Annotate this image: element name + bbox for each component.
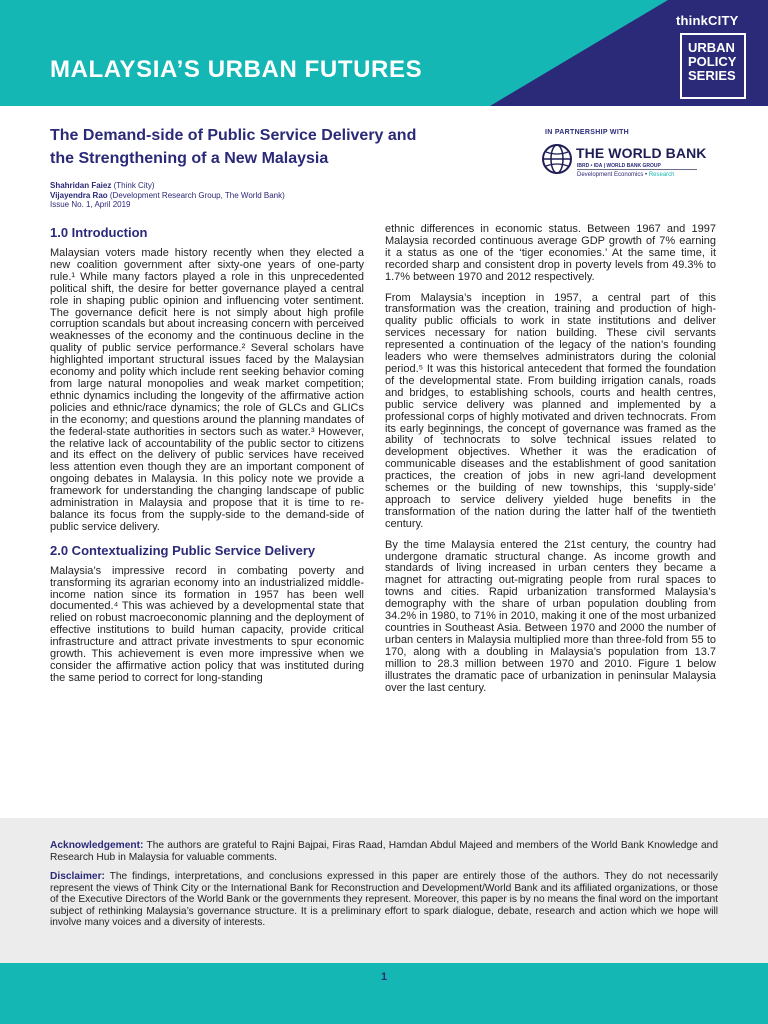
author-2 [50, 191, 285, 201]
world-bank-subtitle: IBRD • IDA | WORLD BANK GROUP [577, 163, 661, 169]
series-title: MALAYSIA’S URBAN FUTURES [50, 56, 423, 83]
context-paragraph: Malaysia’s impressive record in combating poverty and transforming its agrarian economy into an industrialized middle-income nation since its formation in 1957 has been well documented.⁴ This was achieved by a developmental state that relied on robust macroeconomic planning and the deployment of effective institutions to build human capacity, provide critical infrastructure and attract private investments to spur economic growth. This achievement is even more impressive when we consider the affirmative action policy that was instituted during the same period to correct for long-standing [50, 564, 364, 684]
acknowledgement [50, 840, 718, 863]
issue-info: Issue No. 1, April 2019 [50, 200, 131, 209]
urban-policy-series-logo [680, 33, 746, 99]
author-affiliation: (Think City) [113, 181, 155, 190]
body-paragraph: From Malaysia’s inception in 1957, a central part of this transformation was the creation, training and production of high-quality public officials to work in state institutions and deliver services necessary for nation building. These civil servants represented a continuation of the legacy of the nation’s founding leaders who were themselves administrators during the colonial period.⁵ It was this historical antecedent that formed the foundation of the developmental state. From building irrigation canals, roads and bridges, to establishing schools, courts and health centres, public service delivery was planned and implemented by a professional corps of highly motivated and driven technocrats. From its early beginnings, the concept of governance was framed as the ability of technocrats to solve technical issues related to development objectives. Whether it was the eradication of communicable diseases and the establishment of good sanitation practices, the creation of jobs in new agri-land development schemes or the building of new townships, this ‘supply-side’ approach to service delivery yielded huge benefits in the transformation of the nation during the latter half of the twentieth century. [385, 291, 716, 530]
world-bank-divider [577, 169, 697, 170]
body-paragraph: ethnic differences in economic status. Between 1967 and 1997 Malaysia recorded continuous average GDP growth of 7% earning it a status as one of the ‘tiger economies.’ At the same time, it recorded sharp and consistent drop in poverty levels from 49.3% to 1.7% between 1970 and 2012 respectively. [385, 223, 716, 283]
series-box-line: SERIES [688, 68, 736, 83]
world-bank-name: THE WORLD BANK [576, 145, 707, 161]
left-column [50, 225, 364, 685]
acknowledgement-label: Acknowledgement: [50, 840, 144, 851]
section-heading-introduction: 1.0 Introduction [50, 225, 148, 240]
document-title [50, 124, 510, 170]
thinkcity-logo: thinkCITY [676, 13, 739, 28]
intro-paragraph: Malaysian voters made history recently when they elected a new coalition government after sixty-one years of one-party rule.¹ While many factors played a role in this unprecedented political shift, the desire for better governance played a central role in shaping public opinion and influencing voter sentiment. The governance deficit here is not simply about high profile corruption scandals but about increasing concern with perceived weaknesses of the economy and the continuous decline in the quality of public service performance.² Several scholars have highlighted important structural issues faced by the Malaysian economy and polity which include rent seeking behavior coming from large natural monopolies and weak market competition; ethnic dynamics including the longevity of the affirmative action policies and ethnic/race dynamics; the role of GLCs and GLICs in the economy; and questions around the planning mandates of the federal-state authorities in sectors such as water.³ However, the relative lack of accountability of the public sector to citizens and its effect on the delivery of public services have received less attention even though they are an important component of ongoing debates in Malaysia. In this policy note we provide a framework for understanding the changing landscape of public administration in Malaysia and propose that it is time to re-balance its focus from the supply-side to the demand-side of public service delivery. [50, 247, 364, 533]
author-affiliation: (Development Research Group, The World Bank) [109, 190, 285, 200]
right-column [385, 224, 716, 694]
disclaimer-text: The findings, interpretations, and conclusions expressed in this paper are entirely those of the authors. They do not necessarily represent the views of Think City or the International Bank for Reconstruction and Development/World Bank and its affiliated organizations, or those of the Executive Directors of the World Bank or the governments they represent. Moreover, this paper is by no means the final word on the important subject of rethinking Malaysia’s governance structure. It is a preliminary effort to spark dialogue, debate, research and action which we hope will involve many voices and a diversity of interests. [50, 871, 718, 929]
title-line-1: The Demand-side of Public Service Delivery and [50, 127, 417, 144]
author-block [50, 181, 285, 210]
world-bank-department [577, 172, 675, 178]
author-name: Shahridan Faiez [50, 181, 112, 190]
section-heading-contextualizing: 2.0 Contextualizing Public Service Delivery [50, 542, 316, 558]
author-name: Vijayendra Rao [50, 190, 108, 200]
partnership-label: IN PARTNERSHIP WITH [545, 129, 629, 136]
acknowledgement-text: The authors are grateful to Rajni Bajpai, Firas Raad, Hamdan Abdul Majeed and members of the World Bank Knowledge and Research Hub in Malaysia for valuable comments. [50, 840, 718, 863]
series-box-line: URBAN [688, 40, 735, 55]
department-accent: Research [648, 172, 675, 178]
world-bank-globe-icon [541, 143, 573, 175]
title-line-2: the Strengthening of a New Malaysia [50, 150, 329, 167]
author-1 [50, 181, 285, 191]
page-number: 1 [380, 971, 388, 983]
body-paragraph: By the time Malaysia entered the 21st century, the country had undergone dramatic structural change. As income growth and standards of living increased in urban centers they became a magnet for attracting out-migrating people from rural spaces to towns and cities. Rapid urbanization transformed Malaysia’s demography with the share of urban population doubling from 34.2% in 1980, to 71% in 2010, making it one of the most urbanized countries in Southeast Asia. Between 1970 and 2000 the number of urban centers in Malaysia multiplied more than three-fold from 55 to 170, along with a doubling in Malaysia’s population from 13.7 million to 28.3 million between 1970 and 2010. Figure 1 below illustrates the dramatic pace of urbanization in peninsular Malaysia over the last century. [385, 538, 716, 694]
department-name: Development Economics • [577, 172, 648, 178]
disclaimer [50, 871, 718, 929]
series-box-line: POLICY [688, 54, 737, 69]
disclaimer-label: Disclaimer: [50, 871, 105, 882]
